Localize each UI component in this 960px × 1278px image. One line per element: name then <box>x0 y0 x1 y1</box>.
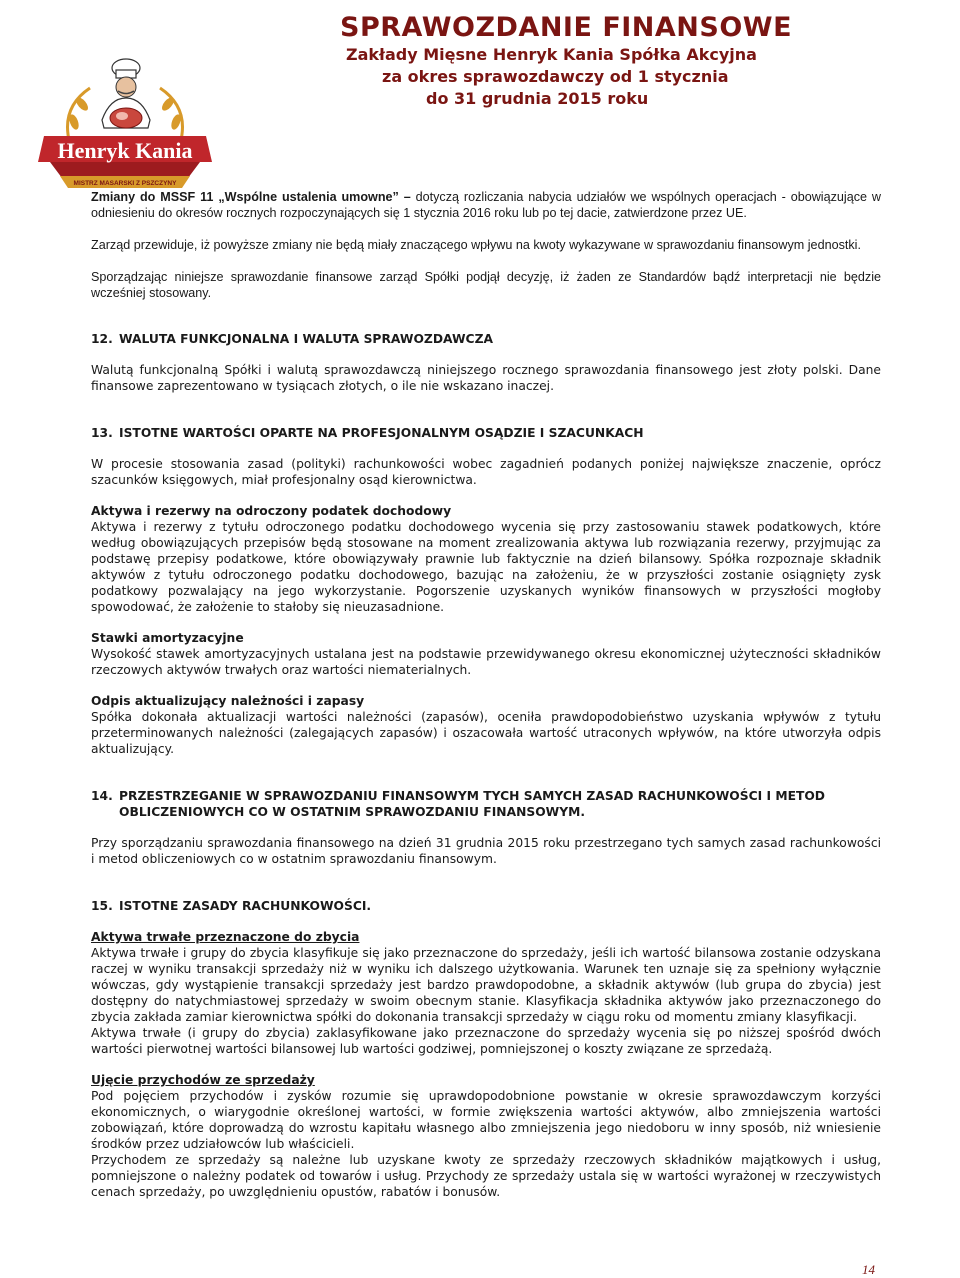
section-14-title-line2: OBLICZENIOWYCH CO W OSTATNIM SPRAWOZDANIU FINANSOWYM. <box>119 805 586 819</box>
section-13-title: ISTOTNE WARTOŚCI OPARTE NA PROFESJONALNYM OSĄDZIE I SZACUNKACH <box>119 426 644 440</box>
section-14-heading <box>91 788 881 820</box>
section-15-heading <box>91 898 881 914</box>
subheading-depreciation: Stawki amortyzacyjne <box>91 631 244 645</box>
text-assets-held-for-sale-1: Aktywa trwałe i grupy do zbycia klasyfikuje się jako przeznaczone do sprzedaży, jeśli ich wartość bilansowa zostanie odzyskana raczej w wyniku transakcji sprzedaży niż w wyniku ich dalszego użytkowania. Warunek ten uznaje się za spełniony wyłącznie wówczas, gdy wystąpienie transakcji sprzedaży jest bardzo prawdopodobne, a składnik aktywów (lub grupa do zbycia) jest dostępny do natychmiastowej sprzedaży w swoim obecnym stanie. Klasyfikacja składnika aktywów jako przeznaczonego do zbycia zakłada zamiar kierownictwa spółki do dokonania transakcji sprzedaży w ciągu roku od momentu zmiany klasyfikacji. <box>91 946 881 1024</box>
logo-tagline-text: MISTRZ MASARSKI Z PSZCZYNY <box>73 180 177 187</box>
mssf11-label: Zmiany do MSSF 11 <box>91 190 214 204</box>
section-12-heading <box>91 331 881 347</box>
section-12-text: Walutą funkcjonalną Spółki i walutą sprawozdawczą niniejszego rocznego sprawozdania finansowego jest złoty polski. Dane finansowe zaprezentowano w tysiącach złotych, o ile nie wskazano inaczej. <box>91 363 881 393</box>
section-13-intro: W procesie stosowania zasad (polityki) rachunkowości wobec zagadnień podanych poniżej największe znaczenie, oprócz szacunków księgowych, miał profesjonalny osąd kierownictwa. <box>91 457 881 487</box>
page-number: 14 <box>862 1262 875 1277</box>
text-revenue-recognition-1: Pod pojęciem przychodów i zysków rozumie się uprawdopodobnione powstanie w okresie sprawozdawczym korzyści ekonomicznych, o wiarygodnie określonej wartości, w formie zwiększenia wartości aktywów, albo zmniejszenia wartości zobowiązań, które doprowadzą do wzrostu kapitału własnego albo zmniejszenia jego niedoboru w inny sposób, niż wniesienie środków przez udziałowców lub właścicieli. <box>91 1089 881 1151</box>
section-13-number: 13. <box>91 426 113 440</box>
section-12-title: WALUTA FUNKCJONALNA I WALUTA SPRAWOZDAWCZA <box>119 332 494 346</box>
section-15-number: 15. <box>91 899 113 913</box>
section-12-number: 12. <box>91 332 113 346</box>
section-13-heading <box>91 425 881 441</box>
text-assets-held-for-sale-2: Aktywa trwałe (i grupy do zbycia) zaklasyfikowane jako przeznaczone do sprzedaży wycenia się po niższej spośród dwóch wartości pierwotnej wartości bilansowej lub wartości godziwej, pomniejszonej o koszty związane ze sprzedażą. <box>91 1026 881 1056</box>
text-depreciation: Wysokość stawek amortyzacyjnych ustalana jest na podstawie przewidywanego okresu ekonomicznej użyteczności składników rzeczowych aktywów trwałych oraz wartości niematerialnych. <box>91 647 881 677</box>
company-logo <box>30 58 220 190</box>
paragraph-mssf11 <box>91 189 881 221</box>
mssf11-title: „Wspólne ustalenia umowne” – <box>218 190 411 204</box>
section-15-title: ISTOTNE ZASADY RACHUNKOWOŚCI. <box>119 899 372 913</box>
subheading-assets-held-for-sale: Aktywa trwałe przeznaczone do zbycia <box>91 930 360 944</box>
mssf11-text: dotyczą rozliczania nabycia udziałów we wspólnych operacjach - obowiązujące w odniesieniu do okresów rocznych rozpoczynających się 1 stycznia 2016 roku lub po tej dacie, zatwierdzone przez UE. <box>91 190 881 220</box>
subheading-write-downs: Odpis aktualizujący należności i zapasy <box>91 694 365 708</box>
subheading-revenue-recognition: Ujęcie przychodów ze sprzedaży <box>91 1073 315 1087</box>
section-14-number: 14. <box>91 789 113 803</box>
text-write-downs: Spółka dokonała aktualizacji wartości należności (zapasów), oceniła prawdopodobieństwo uzyskania wpływów z tytułu przeterminowanych należności (zalegających zapasów) i oszacowała wartość utraconych wpływów, na które utworzyła odpis aktualizujący. <box>91 710 881 756</box>
paragraph-management-forecast: Zarząd przewiduje, iż powyższe zmiany nie będą miały znaczącego wpływu na kwoty wykazywane w sprawozdaniu finansowym jednostki. <box>91 238 861 252</box>
period-line-2: do 31 grudnia 2015 roku <box>426 89 649 108</box>
section-14-text: Przy sporządzaniu sprawozdania finansowego na dzień 31 grudnia 2015 roku przestrzegano tych samych zasad rachunkowości i metod obliczeniowych co w ostatnim sprawozdaniu finansowym. <box>91 836 881 866</box>
period-line-1: za okres sprawozdawczy od 1 stycznia <box>382 67 729 86</box>
logo-name-text: Henryk Kania <box>57 138 193 163</box>
page-header <box>0 0 960 190</box>
company-name: Zakłady Mięsne Henryk Kania Spółka Akcyjna <box>346 45 757 64</box>
report-title: SPRAWOZDANIE FINANSOWE <box>340 12 793 43</box>
section-14-title-line1: PRZESTRZEGANIE W SPRAWOZDANIU FINANSOWYM TYCH SAMYCH ZASAD RACHUNKOWOŚCI I METOD <box>119 789 826 803</box>
subheading-deferred-tax: Aktywa i rezerwy na odroczony podatek dochodowy <box>91 504 452 518</box>
text-deferred-tax: Aktywa i rezerwy z tytułu odroczonego podatku dochodowego wycenia się przy zastosowaniu stawek podatkowych, które według obowiązujących przepisów będą stosowane na moment zrealizowania aktywa lub rozwiązania rezerwy, przyjmując za podstawę przepisy podatkowe, które obowiązywały prawnie lub faktycznie na dzień bilansowy. Spółka rozpoznaje składnik aktywów z tytułu odroczonego podatku dochodowego, bazując na założeniu, że w przyszłości zostanie osiągnięty zysk podatkowy pozwalający na jego wykorzystanie. Pogorszenie uzyskanych wyników finansowych w przyszłości mogłoby spowodować, że założenie to stałoby się nieuzasadnione. <box>91 520 881 614</box>
butcher-chef-logo-icon <box>30 58 220 190</box>
text-revenue-recognition-2: Przychodem ze sprzedaży są należne lub uzyskane kwoty ze sprzedaży rzeczowych składników majątkowych i usług, pomniejszone o należny podatek od towarów i usług. Przychody ze sprzedaży ustala się w wartości wyrażonej w rzeczywistych cenach sprzedaży, po uwzględnieniu opustów, rabatów i bonusów. <box>91 1153 881 1199</box>
paragraph-standards-decision: Sporządzając niniejsze sprawozdanie finansowe zarząd Spółki podjął decyzję, iż żaden ze Standardów bądź interpretacji nie będzie wcześniej stosowany. <box>91 270 881 300</box>
document-body <box>91 189 881 1200</box>
header-title-block <box>340 12 940 110</box>
